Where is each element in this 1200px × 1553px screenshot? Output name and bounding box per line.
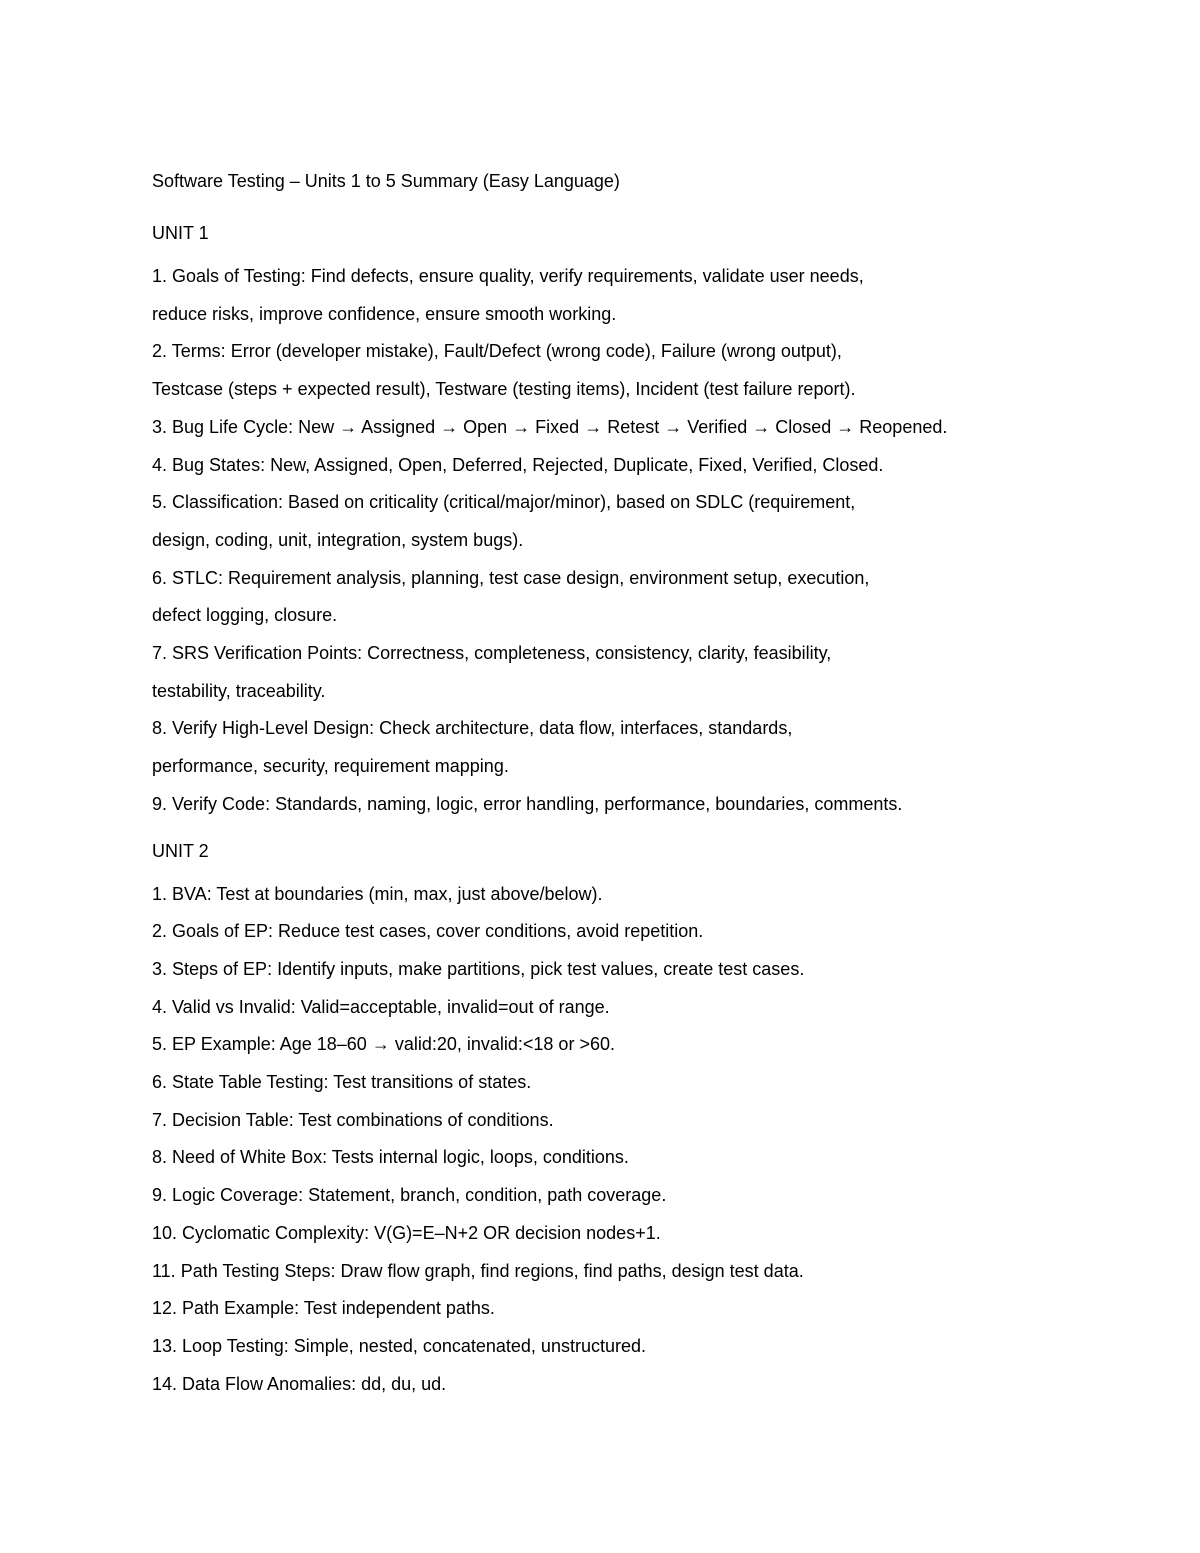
unit-2-line: 5. EP Example: Age 18–60 → valid:20, invalid:<18 or >60.: [152, 1034, 615, 1055]
unit-2-line: 8. Need of White Box: Tests internal logic, loops, conditions.: [152, 1147, 629, 1168]
unit-2-line: 4. Valid vs Invalid: Valid=acceptable, invalid=out of range.: [152, 996, 610, 1017]
unit-2-line: 13. Loop Testing: Simple, nested, concatenated, unstructured.: [152, 1335, 646, 1356]
unit-1-heading: UNIT 1: [152, 223, 209, 243]
document-title: Software Testing – Units 1 to 5 Summary (Easy Language): [152, 171, 620, 191]
unit-1-line: 9. Verify Code: Standards, naming, logic, error handling, performance, boundaries, comments.: [152, 793, 903, 814]
unit-2-line: 2. Goals of EP: Reduce test cases, cover conditions, avoid repetition.: [152, 921, 704, 942]
unit-1-section: [152, 220, 1152, 824]
unit-2-line: 6. State Table Testing: Test transitions of states.: [152, 1072, 532, 1093]
unit-1-line: defect logging, closure.: [152, 605, 338, 626]
unit-2-line: 11. Path Testing Steps: Draw flow graph, find regions, find paths, design test data.: [152, 1260, 804, 1281]
unit-1-line: 5. Classification: Based on criticality (critical/major/minor), based on SDLC (requirement,: [152, 492, 856, 513]
unit-2-heading: UNIT 2: [152, 840, 209, 861]
unit-2-line: 9. Logic Coverage: Statement, branch, condition, path coverage.: [152, 1185, 667, 1206]
unit-1-line: 7. SRS Verification Points: Correctness, completeness, consistency, clarity, feasibility,: [152, 643, 832, 664]
unit-2-line: 3. Steps of EP: Identify inputs, make partitions, pick test values, create test cases.: [152, 958, 805, 979]
unit-2-line: 1. BVA: Test at boundaries (min, max, just above/below).: [152, 883, 603, 904]
unit-2-line: 12. Path Example: Test independent paths.: [152, 1298, 495, 1319]
unit-1-line: performance, security, requirement mapping.: [152, 756, 509, 777]
unit-1-line: 8. Verify High-Level Design: Check architecture, data flow, interfaces, standards,: [152, 718, 793, 739]
unit-2-line: 10. Cyclomatic Complexity: V(G)=E–N+2 OR decision nodes+1.: [152, 1222, 661, 1243]
unit-2-section: [152, 838, 1152, 1404]
unit-2-line: 7. Decision Table: Test combinations of conditions.: [152, 1109, 554, 1130]
unit-1-line: reduce risks, improve confidence, ensure smooth working.: [152, 303, 617, 324]
unit-1-line: 3. Bug Life Cycle: New → Assigned → Open → Fixed → Retest → Verified → Closed → Reopened.: [152, 416, 948, 437]
unit-1-line: 4. Bug States: New, Assigned, Open, Deferred, Rejected, Duplicate, Fixed, Verified, Closed.: [152, 454, 884, 475]
unit-1-line: 2. Terms: Error (developer mistake), Fault/Defect (wrong code), Failure (wrong output),: [152, 341, 842, 362]
unit-1-line: 6. STLC: Requirement analysis, planning, test case design, environment setup, execution,: [152, 567, 870, 588]
document-content: [152, 168, 1152, 1417]
unit-1-line: 1. Goals of Testing: Find defects, ensure quality, verify requirements, validate user needs,: [152, 266, 864, 286]
unit-1-line: design, coding, unit, integration, system bugs).: [152, 529, 524, 550]
unit-2-line: 14. Data Flow Anomalies: dd, du, ud.: [152, 1373, 447, 1394]
unit-1-line: Testcase (steps + expected result), Testware (testing items), Incident (test failure report).: [152, 379, 856, 400]
unit-1-line: testability, traceability.: [152, 680, 326, 701]
